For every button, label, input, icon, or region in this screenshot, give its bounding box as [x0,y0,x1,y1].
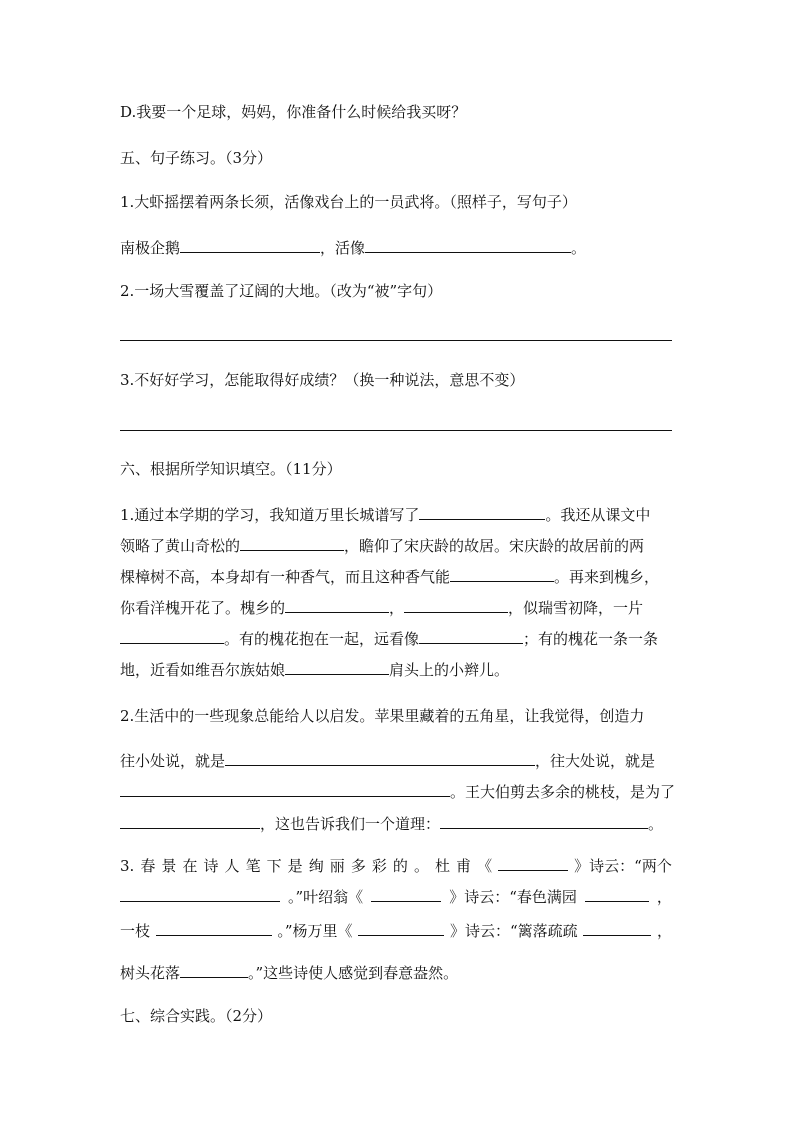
text-run: 笔 [245,857,261,875]
answer-blank[interactable] [285,597,389,613]
question-6-2-line-2 [120,750,676,771]
text-run: 人 [224,857,240,875]
answer-middle: ，活像 [320,239,366,257]
section-7-heading: 七、综合实践。（2分） [120,1007,273,1025]
answer-blank[interactable] [120,781,450,797]
answer-blank[interactable] [498,855,568,871]
question-6-1-line-2 [120,535,676,556]
text-run: 。有的槐花抱在一起，远看像 [224,630,420,648]
answer-blank[interactable] [365,237,571,253]
text-run: 的 [392,857,408,875]
text-run: 景 [161,857,177,875]
text-run: 。”叶绍翁《 [288,888,364,906]
question-6-1-line-5 [120,628,676,649]
text-run: 在 [182,857,198,875]
section-5-heading: 五、句子练习。（3分） [120,149,273,167]
text-run: 。 [648,815,664,833]
answer-blank[interactable] [156,920,272,936]
section-6-heading: 六、根据所学知识填空。（11分） [120,460,342,478]
question-6-3-line-1 [120,855,672,876]
question-6-3-line-3 [120,920,672,941]
question-5-2: 2.一场大雪覆盖了辽阔的大地。（改为“被”字句） [120,282,443,300]
text-run: ， [389,599,405,617]
text-run: 。”这些诗使人感觉到春意盎然。 [248,964,459,982]
text-run: ；有的槐花一条一条 [523,630,659,648]
text-run: 3. [120,857,135,875]
text-run: 》诗云：“春色满园 [449,888,577,906]
answer-blank[interactable] [419,628,523,644]
answer-blank[interactable] [585,886,649,902]
answer-blank[interactable] [404,597,508,613]
question-6-2-line-1: 2.生活中的一些现象总能给人以启发。苹果里藏着的五角星，让我觉得，创造力 [120,707,645,725]
text-run: 领略了黄山奇松的 [120,537,241,555]
answer-blank[interactable] [180,962,248,978]
text-run: ，往大处说，就是 [535,752,656,770]
text-run: 肩头上的小辫儿。 [389,661,510,679]
text-run: ，瞻仰了宋庆龄的故居。宋庆龄的故居前的两 [344,537,645,555]
text-run: 》诗云：“两个 [574,857,672,875]
text-run: ， [656,888,672,906]
text-run: 一枝 [120,922,151,940]
text-run: ， [656,922,672,940]
text-run: 春 [140,857,156,875]
answer-rule[interactable] [120,340,672,341]
answer-blank[interactable] [225,750,535,766]
answer-blank[interactable] [440,813,648,829]
text-run: 往小处说，就是 [120,752,226,770]
answer-blank[interactable] [180,237,320,253]
question-5-1: 1.大虾摇摆着两条长须，活像戏台上的一员武将。（照样子，写句子） [120,193,577,211]
text-run: 你看洋槐开花了。槐乡的 [120,599,286,617]
question-6-1-line-3 [120,566,676,587]
answer-blank[interactable] [583,920,651,936]
option-d: D.我要一个足球，妈妈，你准备什么时候给我买呀？ [120,103,467,121]
text-run: 。王大伯剪去多余的桃枝，是为了 [450,783,676,801]
question-5-3: 3.不好好学习，怎能取得好成绩？（换一种说法，意思不变） [120,371,525,389]
question-6-1-line-6 [120,659,676,680]
text-run: 甫 [456,857,472,875]
answer-blank[interactable] [450,566,554,582]
answer-prefix: 南极企鹅 [120,239,181,257]
text-run: 杜 [435,857,451,875]
text-run: 树头花落 [120,964,181,982]
text-run: 彩 [371,857,387,875]
text-run: 下 [266,857,282,875]
question-6-1-line-4 [120,597,676,618]
question-6-2-line-4 [120,813,676,834]
answer-blank[interactable] [358,920,444,936]
text-run: 多 [350,857,366,875]
answer-blank[interactable] [240,535,344,551]
question-6-2-line-3 [120,781,676,802]
answer-blank[interactable] [120,886,280,902]
text-run: 《 [477,857,493,875]
answer-blank[interactable] [419,504,545,520]
text-run: 丽 [329,857,345,875]
text-run: 》诗云：“篱落疏疏 [449,922,578,940]
text-run: 地，近看如维吾尔族姑娘 [120,661,286,679]
text-run: 绚 [308,857,324,875]
question-6-3-line-4 [120,962,676,983]
text-run: 。再来到槐乡， [554,568,660,586]
question-6-3-line-2 [120,886,672,907]
text-run: 是 [287,857,303,875]
text-run: 。我还从课文中 [545,506,651,524]
answer-rule[interactable] [120,430,672,431]
text-run: 棵樟树不高，本身却有一种香气，而且这种香气能 [120,568,451,586]
answer-blank[interactable] [120,813,260,829]
text-run: ，这也告诉我们一个道理： [260,815,441,833]
answer-blank[interactable] [285,659,389,675]
text-run: 。 [413,857,429,875]
text-run: 。”杨万里《 [277,922,353,940]
question-6-1-line-1 [120,504,676,525]
text-run: 1.通过本学期的学习，我知道万里长城谱写了 [120,506,420,524]
answer-end: 。 [571,239,587,257]
text-run: 诗 [203,857,219,875]
answer-blank[interactable] [371,886,441,902]
answer-blank[interactable] [120,628,224,644]
text-run: ，似瑞雪初降，一片 [508,599,644,617]
question-5-1-answer-line [120,237,676,258]
